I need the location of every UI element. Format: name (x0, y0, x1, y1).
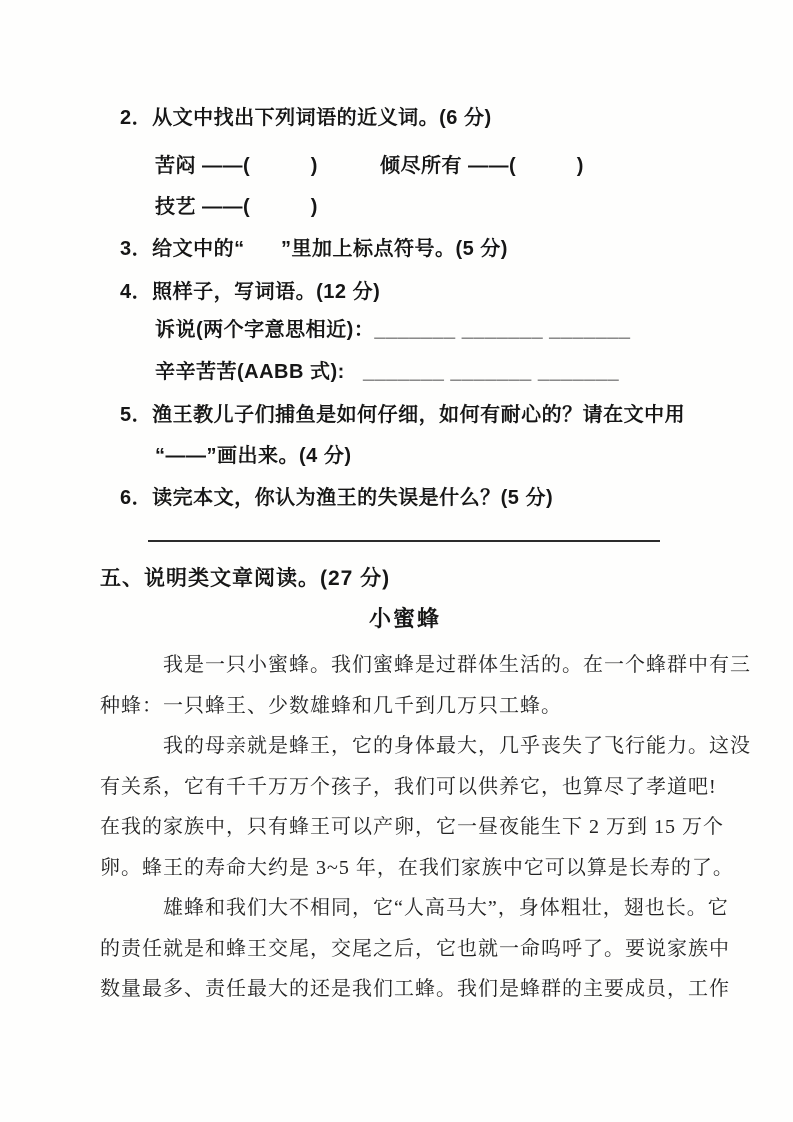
question-3-label: 3．给文中的“ ”里加上标点符号。(5 分) (120, 238, 508, 260)
article-line: 数量最多、责任最大的还是我们工蜂。我们是蜂群的主要成员，工作 (100, 978, 730, 1000)
article-line: 种蜂：一只蜂王、少数雄蜂和几千到几万只工蜂。 (100, 694, 562, 717)
synonym-item-jiyi: 技艺 ——( ) (155, 196, 318, 218)
word-pattern-item-1: 诉说(两个字意思相近)：_______ _______ _______ (155, 319, 631, 341)
question-2-label: 2．从文中找出下列词语的近义词。(6 分) (120, 107, 492, 129)
synonym-item-qingjinsuoyou: 倾尽所有 ——( ) (380, 155, 584, 177)
question-6-label: 6．读完本文，你认为渔王的失误是什么？(5 分) (120, 487, 554, 509)
section-5-heading: 五、说明类文章阅读。(27 分) (100, 567, 391, 590)
article-line: 我的母亲就是蜂王，它的身体最大，几乎丧失了飞行能力。这没 (163, 735, 751, 757)
article-title: 小蜜蜂 (368, 606, 441, 631)
answer-blank-line (148, 520, 660, 542)
article-line: 有关系，它有千千万万个孩子，我们可以供养它，也算尽了孝道吧! (100, 775, 717, 798)
article-line: 我是一只小蜜蜂。我们蜜蜂是过群体生活的。在一个蜂群中有三 (163, 654, 751, 676)
article-body (100, 648, 751, 1013)
question-4-label: 4．照样子，写词语。(12 分) (120, 281, 381, 303)
question-5-line-2: “——”画出来。(4 分) (155, 445, 352, 467)
article-line: 在我的家族中，只有蜂王可以产卵，它一昼夜能生下 2 万到 15 万个 (100, 816, 724, 838)
article-line: 雄蜂和我们大不相同，它“人高马大”，身体粗壮，翅也长。它 (163, 897, 729, 919)
word-pattern-item-2: 辛辛苦苦(AABB 式): _______ _______ _______ (155, 361, 620, 383)
synonym-item-kumen: 苦闷 ——( ) (155, 155, 318, 177)
article-line: 的责任就是和蜂王交尾，交尾之后，它也就一命呜呼了。要说家族中 (100, 937, 730, 960)
article-line: 卵。蜂王的寿命大约是 3~5 年，在我们家族中它可以算是长寿的了。 (100, 856, 734, 879)
question-5-line-1: 5．渔王教儿子们捕鱼是如何仔细，如何有耐心的？请在文中用 (120, 404, 686, 426)
